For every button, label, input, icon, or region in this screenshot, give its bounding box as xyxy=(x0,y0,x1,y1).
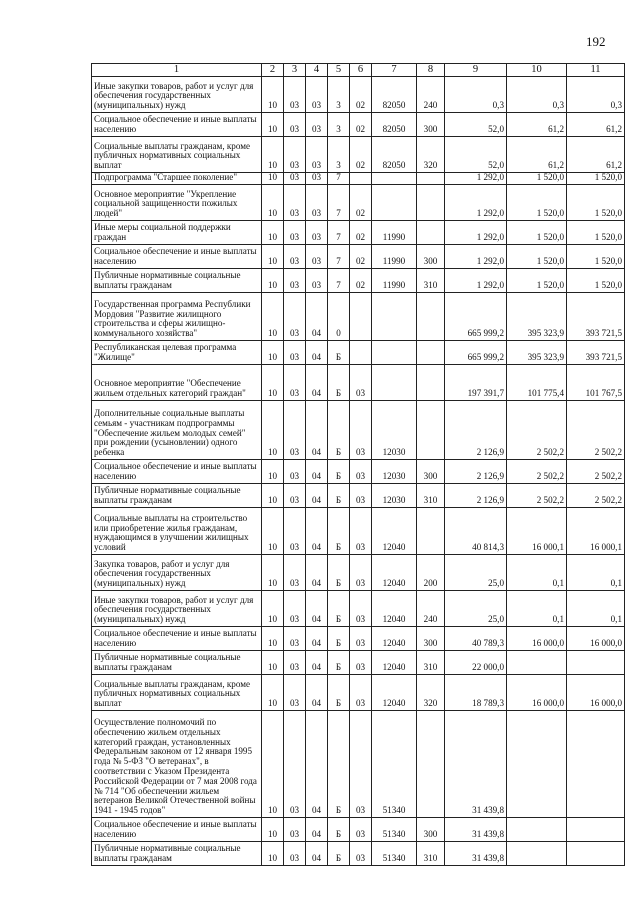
cell-subprogram: Б xyxy=(328,675,350,711)
cell-section: 10 xyxy=(262,77,284,113)
cell-section: 10 xyxy=(262,842,284,866)
cell-section: 10 xyxy=(262,365,284,401)
cell-amount-2020: 22 000,0 xyxy=(445,651,507,675)
cell-program: 04 xyxy=(306,484,328,508)
table-row xyxy=(92,137,625,173)
cell-subprogram: Б xyxy=(328,484,350,508)
cell-section: 10 xyxy=(262,627,284,651)
cell-event: 03 xyxy=(350,484,372,508)
cell-amount-2021 xyxy=(507,842,567,866)
table-row xyxy=(92,245,625,269)
cell-name: Социальное обеспечение и иные выплаты населению xyxy=(92,245,262,269)
cell-amount-2022: 393 721,5 xyxy=(567,341,625,365)
cell-section: 10 xyxy=(262,591,284,627)
cell-expense-type: 310 xyxy=(417,484,445,508)
cell-event xyxy=(350,293,372,341)
cell-amount-2022: 101 767,5 xyxy=(567,365,625,401)
cell-subprogram: Б xyxy=(328,460,350,484)
cell-section: 10 xyxy=(262,113,284,137)
cell-name: Публичные нормативные социальные выплаты гражданам xyxy=(92,484,262,508)
cell-subprogram: 3 xyxy=(328,113,350,137)
cell-amount-2021: 101 775,4 xyxy=(507,365,567,401)
cell-expense-type xyxy=(417,221,445,245)
table-row xyxy=(92,77,625,113)
header-amount-2020: 9 xyxy=(445,64,507,77)
cell-subsection: 03 xyxy=(284,555,306,591)
cell-name: Социальное обеспечение и иные выплаты населению xyxy=(92,627,262,651)
cell-event: 02 xyxy=(350,269,372,293)
cell-name: Публичные нормативные социальные выплаты гражданам xyxy=(92,651,262,675)
cell-expense-type xyxy=(417,185,445,221)
header-subsection: 3 xyxy=(284,64,306,77)
cell-subsection: 03 xyxy=(284,269,306,293)
table-row xyxy=(92,675,625,711)
header-section: 2 xyxy=(262,64,284,77)
cell-subprogram: Б xyxy=(328,818,350,842)
cell-amount-2020: 1 292,0 xyxy=(445,221,507,245)
cell-event xyxy=(350,341,372,365)
cell-name: Дополнительные социальные выплаты семьям - участникам подпрограммы "Обеспечение жильем молодых семей" при рождении (усыновлении) одного ребенка xyxy=(92,401,262,460)
cell-amount-2020: 665 999,2 xyxy=(445,293,507,341)
cell-event: 02 xyxy=(350,245,372,269)
cell-amount-2022: 2 502,2 xyxy=(567,484,625,508)
cell-amount-2020: 40 789,3 xyxy=(445,627,507,651)
cell-amount-2020: 25,0 xyxy=(445,591,507,627)
cell-amount-2020: 40 814,3 xyxy=(445,508,507,555)
cell-direction: 51340 xyxy=(372,711,417,818)
cell-event: 02 xyxy=(350,185,372,221)
cell-name: Республиканская целевая программа "Жилище" xyxy=(92,341,262,365)
cell-amount-2020: 2 126,9 xyxy=(445,484,507,508)
cell-event: 03 xyxy=(350,627,372,651)
cell-amount-2020: 25,0 xyxy=(445,555,507,591)
cell-amount-2020: 31 439,8 xyxy=(445,818,507,842)
cell-direction: 82050 xyxy=(372,113,417,137)
cell-expense-type: 310 xyxy=(417,842,445,866)
cell-direction: 12040 xyxy=(372,555,417,591)
cell-program: 04 xyxy=(306,842,328,866)
cell-direction: 11990 xyxy=(372,221,417,245)
table-row xyxy=(92,221,625,245)
cell-event: 03 xyxy=(350,508,372,555)
cell-amount-2021: 16 000,0 xyxy=(507,627,567,651)
header-amount-2022: 11 xyxy=(567,64,625,77)
cell-amount-2020: 18 789,3 xyxy=(445,675,507,711)
cell-amount-2022: 1 520,0 xyxy=(567,221,625,245)
cell-program: 03 xyxy=(306,245,328,269)
header-subprogram: 5 xyxy=(328,64,350,77)
cell-amount-2022: 1 520,0 xyxy=(567,269,625,293)
cell-amount-2020: 1 292,0 xyxy=(445,269,507,293)
cell-expense-type xyxy=(417,173,445,185)
cell-name: Подпрограмма "Старшее поколение" xyxy=(92,173,262,185)
cell-name: Социальное обеспечение и иные выплаты населению xyxy=(92,818,262,842)
table-row xyxy=(92,651,625,675)
header-name: 1 xyxy=(92,64,262,77)
cell-direction: 12040 xyxy=(372,651,417,675)
cell-amount-2022: 2 502,2 xyxy=(567,401,625,460)
cell-section: 10 xyxy=(262,508,284,555)
cell-program: 03 xyxy=(306,221,328,245)
cell-amount-2021: 61,2 xyxy=(507,137,567,173)
cell-direction: 11990 xyxy=(372,269,417,293)
table-row xyxy=(92,711,625,818)
cell-section: 10 xyxy=(262,711,284,818)
cell-amount-2020: 2 126,9 xyxy=(445,460,507,484)
cell-section: 10 xyxy=(262,245,284,269)
cell-subsection: 03 xyxy=(284,460,306,484)
cell-amount-2022: 2 502,2 xyxy=(567,460,625,484)
cell-direction: 12030 xyxy=(372,460,417,484)
cell-section: 10 xyxy=(262,293,284,341)
cell-section: 10 xyxy=(262,185,284,221)
cell-subprogram: 0 xyxy=(328,293,350,341)
cell-expense-type: 300 xyxy=(417,245,445,269)
cell-amount-2022: 0,1 xyxy=(567,555,625,591)
cell-direction: 11990 xyxy=(372,245,417,269)
cell-name: Государственная программа Республики Мордовия "Развитие жилищного строительства и сферы жилищно-коммунального хозяйства" xyxy=(92,293,262,341)
cell-subprogram: Б xyxy=(328,555,350,591)
cell-direction: 82050 xyxy=(372,137,417,173)
cell-amount-2022 xyxy=(567,711,625,818)
cell-name: Иные закупки товаров, работ и услуг для обеспечения государственных (муниципальных) нужд xyxy=(92,591,262,627)
cell-expense-type: 240 xyxy=(417,591,445,627)
table-row xyxy=(92,842,625,866)
cell-amount-2020: 2 126,9 xyxy=(445,401,507,460)
cell-event: 03 xyxy=(350,591,372,627)
cell-amount-2020: 31 439,8 xyxy=(445,711,507,818)
cell-program: 03 xyxy=(306,77,328,113)
cell-subsection: 03 xyxy=(284,401,306,460)
cell-amount-2021: 2 502,2 xyxy=(507,460,567,484)
cell-amount-2022: 1 520,0 xyxy=(567,173,625,185)
cell-section: 10 xyxy=(262,341,284,365)
cell-program: 03 xyxy=(306,269,328,293)
cell-subsection: 03 xyxy=(284,173,306,185)
cell-program: 03 xyxy=(306,173,328,185)
cell-direction: 12030 xyxy=(372,401,417,460)
cell-subprogram: 7 xyxy=(328,221,350,245)
cell-subsection: 03 xyxy=(284,842,306,866)
cell-program: 03 xyxy=(306,185,328,221)
table-row xyxy=(92,591,625,627)
cell-program: 04 xyxy=(306,508,328,555)
cell-section: 10 xyxy=(262,460,284,484)
cell-program: 04 xyxy=(306,341,328,365)
cell-direction xyxy=(372,293,417,341)
cell-name: Осуществление полномочий по обеспечению жильем отдельных категорий граждан, установленных Федеральным законом от 12 января 1995 года № 5-ФЗ "О ветеранах", в соответствии с Указом Президента Российской Федерации от 7 мая 2008 года № 714 "Об обеспечении жильем ветеранов Великой Отечественной войны 1941 - 1945 годов" xyxy=(92,711,262,818)
cell-subprogram: 3 xyxy=(328,137,350,173)
cell-event: 03 xyxy=(350,555,372,591)
cell-name: Социальное обеспечение и иные выплаты населению xyxy=(92,113,262,137)
cell-amount-2021 xyxy=(507,818,567,842)
cell-amount-2021: 1 520,0 xyxy=(507,221,567,245)
cell-name: Иные закупки товаров, работ и услуг для обеспечения государственных (муниципальных) нужд xyxy=(92,77,262,113)
cell-subprogram: Б xyxy=(328,508,350,555)
cell-program: 04 xyxy=(306,365,328,401)
cell-section: 10 xyxy=(262,269,284,293)
cell-expense-type xyxy=(417,293,445,341)
header-direction: 7 xyxy=(372,64,417,77)
cell-direction xyxy=(372,173,417,185)
cell-amount-2022 xyxy=(567,842,625,866)
cell-subsection: 03 xyxy=(284,627,306,651)
cell-event: 03 xyxy=(350,842,372,866)
table-row xyxy=(92,341,625,365)
cell-name: Социальные выплаты на строительство или приобретение жилья гражданам, нуждающимся в улучшении жилищных условий xyxy=(92,508,262,555)
cell-amount-2022: 61,2 xyxy=(567,137,625,173)
cell-amount-2020: 0,3 xyxy=(445,77,507,113)
cell-section: 10 xyxy=(262,137,284,173)
cell-subsection: 03 xyxy=(284,508,306,555)
cell-event: 03 xyxy=(350,401,372,460)
cell-amount-2022: 393 721,5 xyxy=(567,293,625,341)
cell-direction xyxy=(372,185,417,221)
cell-direction xyxy=(372,365,417,401)
cell-subsection: 03 xyxy=(284,113,306,137)
cell-program: 04 xyxy=(306,675,328,711)
cell-subprogram: 7 xyxy=(328,173,350,185)
cell-subprogram: 7 xyxy=(328,185,350,221)
cell-amount-2022: 16 000,1 xyxy=(567,508,625,555)
cell-amount-2021: 1 520,0 xyxy=(507,245,567,269)
cell-amount-2020: 52,0 xyxy=(445,113,507,137)
cell-direction: 12040 xyxy=(372,591,417,627)
cell-name: Социальное обеспечение и иные выплаты населению xyxy=(92,460,262,484)
cell-expense-type xyxy=(417,508,445,555)
cell-subprogram: Б xyxy=(328,341,350,365)
cell-subprogram: Б xyxy=(328,651,350,675)
cell-name: Иные меры социальной поддержки граждан xyxy=(92,221,262,245)
cell-expense-type: 310 xyxy=(417,269,445,293)
table-row xyxy=(92,818,625,842)
cell-program: 03 xyxy=(306,113,328,137)
cell-event: 02 xyxy=(350,221,372,245)
cell-amount-2022 xyxy=(567,651,625,675)
cell-event: 03 xyxy=(350,675,372,711)
cell-name: Социальные выплаты гражданам, кроме публичных нормативных социальных выплат xyxy=(92,137,262,173)
cell-section: 10 xyxy=(262,484,284,508)
cell-program: 04 xyxy=(306,460,328,484)
cell-subprogram: Б xyxy=(328,401,350,460)
cell-amount-2021: 1 520,0 xyxy=(507,269,567,293)
cell-program: 04 xyxy=(306,555,328,591)
cell-event xyxy=(350,173,372,185)
cell-name: Основное мероприятие "Обеспечение жильем отдельных категорий граждан" xyxy=(92,365,262,401)
cell-amount-2020: 1 292,0 xyxy=(445,245,507,269)
cell-amount-2021: 0,3 xyxy=(507,77,567,113)
cell-amount-2021: 395 323,9 xyxy=(507,293,567,341)
cell-expense-type xyxy=(417,341,445,365)
cell-amount-2022: 0,3 xyxy=(567,77,625,113)
cell-subprogram: Б xyxy=(328,591,350,627)
cell-subprogram: 3 xyxy=(328,77,350,113)
cell-amount-2022: 61,2 xyxy=(567,113,625,137)
cell-subsection: 03 xyxy=(284,591,306,627)
cell-section: 10 xyxy=(262,555,284,591)
cell-expense-type: 300 xyxy=(417,113,445,137)
header-row xyxy=(92,64,625,77)
cell-expense-type: 320 xyxy=(417,675,445,711)
cell-subprogram: 7 xyxy=(328,245,350,269)
cell-expense-type xyxy=(417,365,445,401)
cell-subprogram: 7 xyxy=(328,269,350,293)
cell-direction xyxy=(372,341,417,365)
cell-amount-2021: 0,1 xyxy=(507,591,567,627)
cell-subsection: 03 xyxy=(284,711,306,818)
cell-subprogram: Б xyxy=(328,842,350,866)
cell-subsection: 03 xyxy=(284,818,306,842)
cell-subsection: 03 xyxy=(284,365,306,401)
cell-event: 02 xyxy=(350,113,372,137)
cell-amount-2020: 197 391,7 xyxy=(445,365,507,401)
cell-subprogram: Б xyxy=(328,365,350,401)
cell-subsection: 03 xyxy=(284,675,306,711)
cell-amount-2022: 1 520,0 xyxy=(567,185,625,221)
cell-name: Закупка товаров, работ и услуг для обеспечения государственных (муниципальных) нужд xyxy=(92,555,262,591)
cell-amount-2020: 1 292,0 xyxy=(445,185,507,221)
cell-section: 10 xyxy=(262,818,284,842)
table-row xyxy=(92,508,625,555)
table-row xyxy=(92,484,625,508)
cell-section: 10 xyxy=(262,651,284,675)
cell-amount-2021: 2 502,2 xyxy=(507,401,567,460)
cell-expense-type: 320 xyxy=(417,137,445,173)
cell-name: Публичные нормативные социальные выплаты гражданам xyxy=(92,842,262,866)
cell-direction: 82050 xyxy=(372,77,417,113)
cell-event: 03 xyxy=(350,711,372,818)
cell-expense-type: 200 xyxy=(417,555,445,591)
table-row xyxy=(92,185,625,221)
cell-section: 10 xyxy=(262,401,284,460)
table-row xyxy=(92,555,625,591)
table-row xyxy=(92,293,625,341)
table-body xyxy=(92,77,625,866)
cell-amount-2022 xyxy=(567,818,625,842)
cell-direction: 51340 xyxy=(372,818,417,842)
cell-section: 10 xyxy=(262,221,284,245)
cell-event: 03 xyxy=(350,365,372,401)
cell-expense-type xyxy=(417,711,445,818)
cell-program: 04 xyxy=(306,818,328,842)
cell-name: Основное мероприятие "Укрепление социальной защищенности пожилых людей" xyxy=(92,185,262,221)
budget-table xyxy=(91,63,625,866)
cell-program: 04 xyxy=(306,627,328,651)
table-row xyxy=(92,173,625,185)
cell-subprogram: Б xyxy=(328,627,350,651)
header-amount-2021: 10 xyxy=(507,64,567,77)
cell-expense-type xyxy=(417,401,445,460)
cell-subsection: 03 xyxy=(284,245,306,269)
cell-subsection: 03 xyxy=(284,77,306,113)
cell-program: 04 xyxy=(306,651,328,675)
table-row xyxy=(92,365,625,401)
cell-event: 02 xyxy=(350,77,372,113)
cell-section: 10 xyxy=(262,675,284,711)
cell-subsection: 03 xyxy=(284,484,306,508)
cell-amount-2021: 16 000,0 xyxy=(507,675,567,711)
cell-subsection: 03 xyxy=(284,185,306,221)
cell-expense-type: 310 xyxy=(417,651,445,675)
cell-direction: 12030 xyxy=(372,484,417,508)
cell-name: Социальные выплаты гражданам, кроме публичных нормативных социальных выплат xyxy=(92,675,262,711)
cell-direction: 12040 xyxy=(372,675,417,711)
cell-amount-2021: 1 520,0 xyxy=(507,185,567,221)
cell-program: 04 xyxy=(306,591,328,627)
table-row xyxy=(92,627,625,651)
cell-direction: 12040 xyxy=(372,627,417,651)
cell-program: 04 xyxy=(306,711,328,818)
cell-amount-2022: 16 000,0 xyxy=(567,627,625,651)
cell-amount-2021: 395 323,9 xyxy=(507,341,567,365)
cell-direction: 12040 xyxy=(372,508,417,555)
cell-amount-2022: 16 000,0 xyxy=(567,675,625,711)
cell-amount-2020: 665 999,2 xyxy=(445,341,507,365)
header-expense-type: 8 xyxy=(417,64,445,77)
cell-amount-2022: 0,1 xyxy=(567,591,625,627)
table-row xyxy=(92,113,625,137)
table-row xyxy=(92,401,625,460)
cell-amount-2020: 1 292,0 xyxy=(445,173,507,185)
cell-program: 04 xyxy=(306,401,328,460)
cell-amount-2020: 52,0 xyxy=(445,137,507,173)
cell-amount-2022: 1 520,0 xyxy=(567,245,625,269)
cell-expense-type: 300 xyxy=(417,460,445,484)
header-program: 4 xyxy=(306,64,328,77)
cell-program: 03 xyxy=(306,137,328,173)
cell-subsection: 03 xyxy=(284,293,306,341)
cell-expense-type: 300 xyxy=(417,627,445,651)
page-number: 192 xyxy=(586,34,606,49)
cell-event: 02 xyxy=(350,137,372,173)
cell-subprogram: Б xyxy=(328,711,350,818)
cell-expense-type: 300 xyxy=(417,818,445,842)
cell-amount-2020: 31 439,8 xyxy=(445,842,507,866)
cell-direction: 51340 xyxy=(372,842,417,866)
header-event: 6 xyxy=(350,64,372,77)
cell-section: 10 xyxy=(262,173,284,185)
cell-amount-2021: 2 502,2 xyxy=(507,484,567,508)
cell-amount-2021 xyxy=(507,651,567,675)
cell-subsection: 03 xyxy=(284,137,306,173)
cell-name: Публичные нормативные социальные выплаты гражданам xyxy=(92,269,262,293)
cell-event: 03 xyxy=(350,460,372,484)
cell-subsection: 03 xyxy=(284,221,306,245)
cell-event: 03 xyxy=(350,651,372,675)
cell-amount-2021: 0,1 xyxy=(507,555,567,591)
cell-subsection: 03 xyxy=(284,651,306,675)
cell-event: 03 xyxy=(350,818,372,842)
cell-expense-type: 240 xyxy=(417,77,445,113)
cell-amount-2021 xyxy=(507,711,567,818)
table-row xyxy=(92,460,625,484)
cell-program: 04 xyxy=(306,293,328,341)
table-row xyxy=(92,269,625,293)
cell-amount-2021: 1 520,0 xyxy=(507,173,567,185)
cell-subsection: 03 xyxy=(284,341,306,365)
cell-amount-2021: 16 000,1 xyxy=(507,508,567,555)
cell-amount-2021: 61,2 xyxy=(507,113,567,137)
